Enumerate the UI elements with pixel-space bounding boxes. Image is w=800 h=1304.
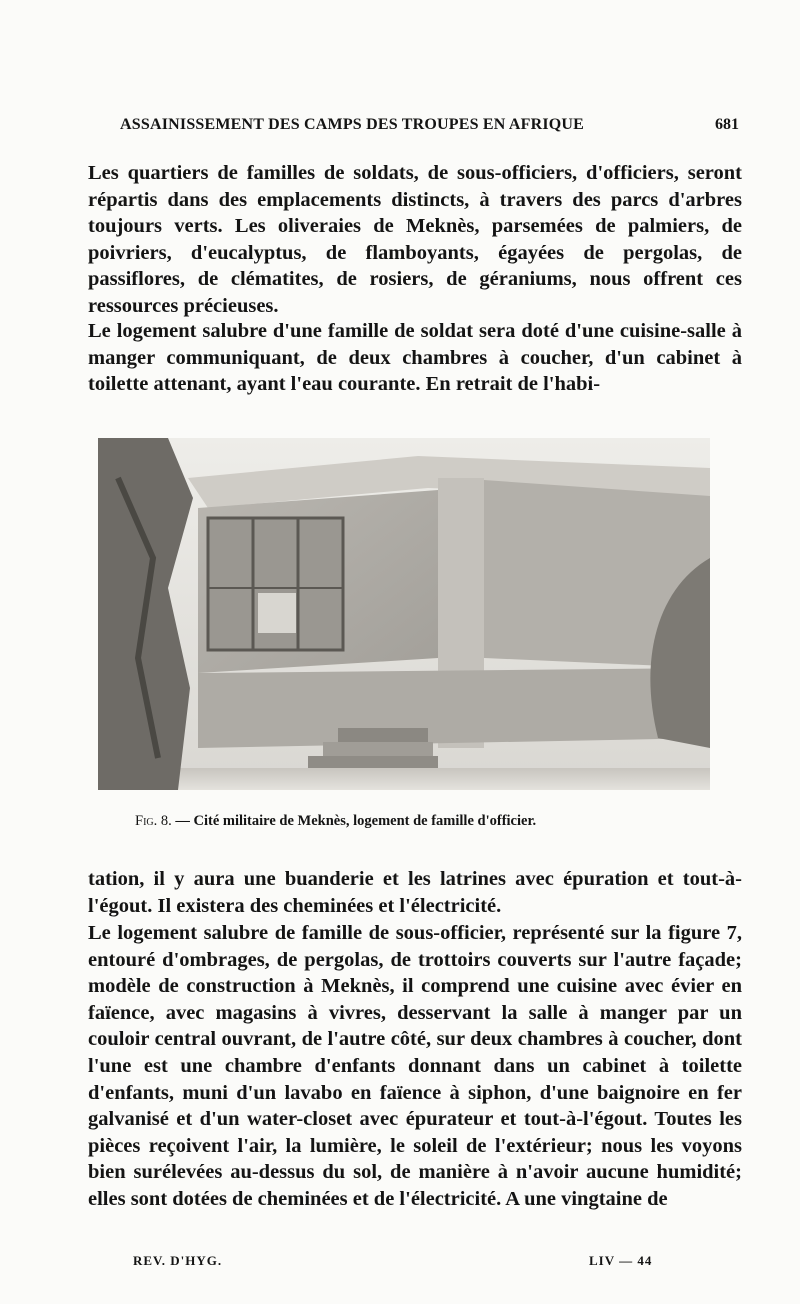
house-photograph <box>98 438 710 790</box>
running-title: ASSAINISSEMENT DES CAMPS DES TROUPES EN AFRIQUE <box>120 116 585 133</box>
signature-mark: LIV — 44 <box>589 1253 653 1268</box>
figure-label: Fig. 8. <box>135 813 172 829</box>
paragraph-continuation: tation, il y aura une buanderie et les latrines avec épuration et tout-à-l'égout. Il existera des cheminées et l'électricité. <box>88 868 742 917</box>
figure-photograph <box>98 438 710 790</box>
journal-abbreviation: REV. D'HYG. <box>133 1253 223 1268</box>
figure-caption <box>135 813 695 830</box>
paragraph-soldier-housing: Le logement salubre d'une famille de soldat sera doté d'une cuisine-salle à manger communiquant, de deux chambres à coucher, d'un cabinet à toilette attenant, ayant l'eau courante. En retrait de l'habi- <box>88 320 742 396</box>
paragraph-nco-housing: Le logement salubre de famille de sous-officier, représenté sur la figure 7, entouré d'ombrages, de pergolas, de trottoirs couverts sur l'autre façade; modèle de construction à Meknès, il comprend une cuisine avec évier en faïence, avec magasins à vivres, desservant la salle à manger par un couloir central ouvrant, de l'autre côté, sur deux chambres à coucher, dont l'une est une chambre d'enfants donnant dans un cabinet à toilette d'enfants, muni d'un lavabo en faïence à siphon, d'une baignoire en fer galvanisé et d'un water-closet avec épurateur et tout-à-l'égout. Toutes les pièces reçoivent l'air, la lumière, le soleil de l'extérieur; nous les voyons bien surélevées au-dessus du sol, de manière à n'avoir aucune humidité; elles sont dotées de cheminées et de l'électricité. A une vingtaine de <box>88 922 742 1210</box>
page-number: 681 <box>715 116 739 133</box>
paragraph-family-quarters: Les quartiers de familles de soldats, de sous-officiers, d'officiers, seront répartis dans des emplacements distincts, à travers des parcs d'arbres toujours verts. Les oliveraies de Meknès, parsemées de palmiers, de poivriers, d'eucalyptus, de flamboyants, égayées de pergolas, de passiflores, de clématites, de rosiers, de géraniums, nous offrent ces ressources précieuses. <box>88 162 742 317</box>
page-footer <box>0 1253 800 1273</box>
running-header <box>0 116 800 140</box>
figure-caption-text: — Cité militaire de Meknès, logement de famille d'officier. <box>171 813 537 829</box>
